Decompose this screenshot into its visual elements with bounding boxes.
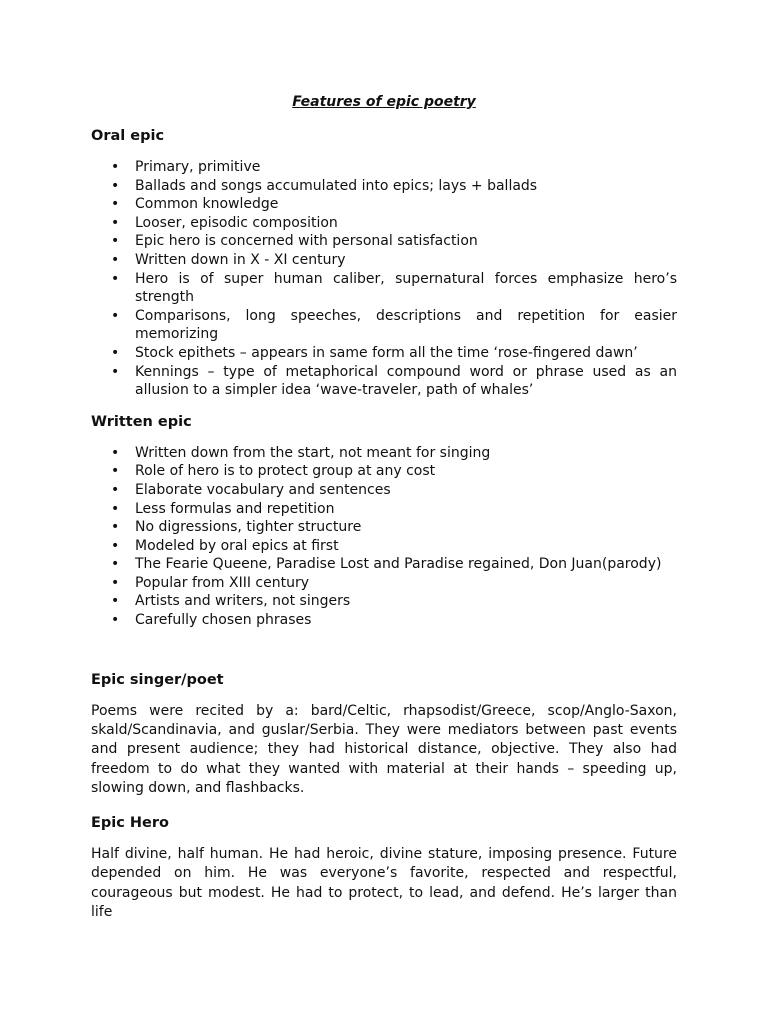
list-item: • The Fearie Queene, Paradise Lost and Paradise regained, Don Juan(parody) [111,556,662,573]
oral-epic-heading: Oral epic [91,128,165,144]
list-item: • Written down in X - XI century [111,251,346,268]
epic-hero-paragraph: Half divine, half human. He had heroic, divine stature, imposing presence. Future depended on him. He was everyone’s favorite, respected and respectful, courageous but modest. He had to protect, to lead, and defend. He’s larger than life [91,845,677,920]
oral-epic-list [91,158,677,400]
list-item: • Primary, primitive [111,159,261,175]
written-epic-list [91,444,677,630]
bullet-icon: • [111,159,120,175]
list-item: • Written down from the start, not meant for singing [111,444,491,461]
list-item: • Hero is of super human caliber, supernatural forces emphasize hero’s strength [111,270,677,306]
list-item: • Carefully chosen phrases [111,612,312,629]
section-spacer [91,642,677,670]
written-epic-heading: Written epic [91,413,192,430]
bullet-icon: • [111,519,120,536]
bullet-icon: • [111,214,120,231]
list-item: • Ballads and songs accumulated into epics; lays + ballads [111,177,538,194]
epic-singer-heading: Epic singer/poet [91,671,224,688]
list-item: • Elaborate vocabulary and sentences [111,481,391,498]
bullet-icon: • [111,270,120,287]
bullet-icon: • [111,537,120,554]
bullet-icon: • [111,481,120,498]
bullet-icon: • [111,363,120,380]
epic-hero-heading: Epic Hero [91,814,169,831]
list-item: • Popular from XIII century [111,574,309,591]
bullet-icon: • [111,344,120,361]
list-item: • Stock epithets – appears in same form all the time ‘rose-fingered dawn’ [111,344,638,361]
list-item: • Common knowledge [111,196,279,213]
list-item: • Less formulas and repetition [111,500,335,517]
bullet-icon: • [111,196,120,213]
bullet-icon: • [111,251,120,268]
list-item: • Looser, episodic composition [111,214,338,231]
list-item: • Artists and writers, not singers [111,593,351,610]
list-item: • Epic hero is concerned with personal satisfaction [111,233,478,250]
bullet-icon: • [111,233,120,250]
bullet-icon: • [111,593,120,610]
list-item: • Comparisons, long speeches, descriptions and repetition for easier memorizing [111,307,677,343]
bullet-icon: • [111,444,120,461]
document-title: Features of epic poetry [292,94,476,110]
bullet-icon: • [111,307,120,324]
bullet-icon: • [111,500,120,517]
list-item: • Modeled by oral epics at first [111,537,339,554]
bullet-icon: • [111,612,120,629]
list-item: • No digressions, tighter structure [111,519,362,536]
bullet-icon: • [111,574,120,591]
list-item: • Kennings – type of metaphorical compound word or phrase used as an allusion to a simpler idea ‘wave-traveler, path of whales’ [111,363,677,399]
list-item: • Role of hero is to protect group at any cost [111,463,436,480]
bullet-icon: • [111,556,120,573]
epic-singer-paragraph: Poems were recited by a: bard/Celtic, rhapsodist/Greece, scop/Anglo-Saxon, skald/Scandinavia, and guslar/Serbia. They were mediators between past events and present audience; they had historical distance, objective. They also had freedom to do what they wanted with material at their hands – speeding up, slowing down, and flashbacks. [91,702,677,797]
document-body [91,92,677,936]
bullet-icon: • [111,177,120,194]
bullet-icon: • [111,463,120,480]
